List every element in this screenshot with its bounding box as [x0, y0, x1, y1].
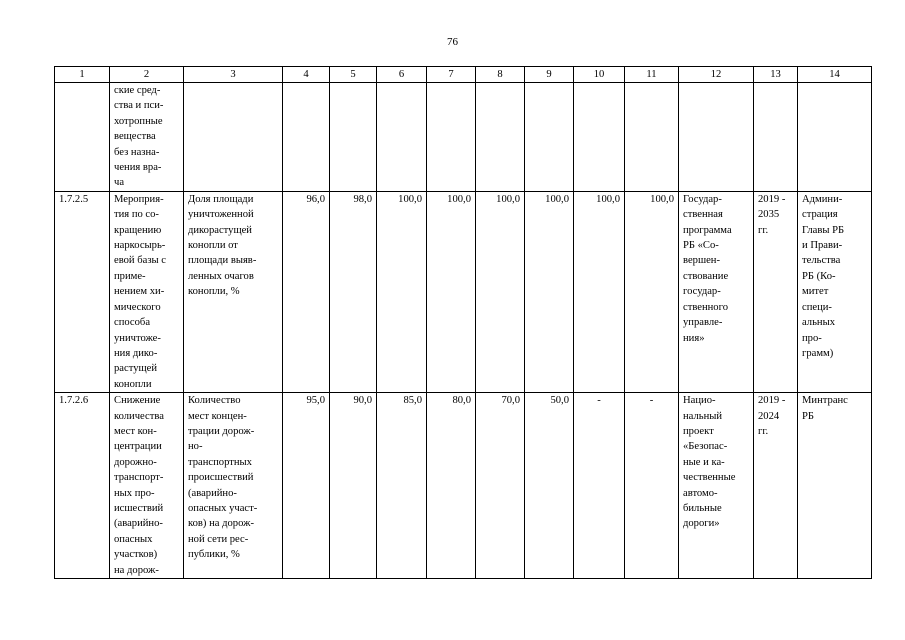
value-cell: 98,0 [330, 191, 377, 392]
column-number: 7 [427, 67, 476, 83]
value-cell: 100,0 [427, 191, 476, 392]
measure-cell: ские сред- ства и пси- хотропные вещества без назна- чения вра- ча [110, 83, 184, 192]
column-number: 6 [377, 67, 427, 83]
column-number: 2 [110, 67, 184, 83]
value-cell [574, 83, 625, 192]
value-cell: 100,0 [377, 191, 427, 392]
value-cell: - [574, 393, 625, 579]
value-cell [427, 83, 476, 192]
executor-cell: Минтранс РБ [798, 393, 872, 579]
indicator-cell [184, 83, 283, 192]
table-row [55, 83, 872, 192]
program-cell: Государ- ственная программа РБ «Со- вершен- ствование государ- ственного управле- ния» [679, 191, 754, 392]
value-cell: 85,0 [377, 393, 427, 579]
row-code [55, 83, 110, 192]
executor-cell [798, 83, 872, 192]
table-row [55, 191, 872, 392]
value-cell: 95,0 [283, 393, 330, 579]
column-number: 4 [283, 67, 330, 83]
page-number: 76 [447, 36, 458, 48]
value-cell: 100,0 [574, 191, 625, 392]
column-number: 12 [679, 67, 754, 83]
measure-cell: Снижение количества мест кон- центрации дорожно- транспорт- ных про- исшествий (аварийно- опасных участков) на дорож- [110, 393, 184, 579]
column-number: 3 [184, 67, 283, 83]
period-cell: 2019 - 2035 гг. [754, 191, 798, 392]
value-cell [525, 83, 574, 192]
table-row [55, 393, 872, 579]
value-cell [625, 83, 679, 192]
value-cell: 100,0 [525, 191, 574, 392]
column-number: 9 [525, 67, 574, 83]
period-cell [754, 83, 798, 192]
period-cell: 2019 - 2024 гг. [754, 393, 798, 579]
value-cell: 80,0 [427, 393, 476, 579]
column-number: 1 [55, 67, 110, 83]
column-number: 13 [754, 67, 798, 83]
indicator-cell: Количество мест концен- трации дорож- но- транспортных происшествий (аварийно- опасных участ- ков) на дорож- ной сети рес- публики, % [184, 393, 283, 579]
column-number: 11 [625, 67, 679, 83]
column-number: 5 [330, 67, 377, 83]
value-cell [476, 83, 525, 192]
indicator-cell: Доля площади уничтоженной дикорастущей конопли от площади выяв- ленных очагов конопли, % [184, 191, 283, 392]
value-cell [283, 83, 330, 192]
value-cell: 96,0 [283, 191, 330, 392]
column-number: 14 [798, 67, 872, 83]
value-cell: - [625, 393, 679, 579]
value-cell: 90,0 [330, 393, 377, 579]
value-cell: 100,0 [476, 191, 525, 392]
measure-cell: Мероприя- тия по со- кращению наркосырь- евой базы с приме- нением хи- мического способа уничтоже- ния дико- растущей конопли [110, 191, 184, 392]
row-code: 1.7.2.6 [55, 393, 110, 579]
program-cell: Нацио- нальный проект «Безопас- ные и ка- чественные автомо- бильные дороги» [679, 393, 754, 579]
value-cell: 70,0 [476, 393, 525, 579]
row-code: 1.7.2.5 [55, 191, 110, 392]
column-number: 10 [574, 67, 625, 83]
program-cell [679, 83, 754, 192]
value-cell [330, 83, 377, 192]
column-number: 8 [476, 67, 525, 83]
value-cell: 100,0 [625, 191, 679, 392]
program-table [54, 66, 872, 579]
value-cell [377, 83, 427, 192]
executor-cell: Админи- страция Главы РБ и Прави- тельства РБ (Ко- митет специ- альных про- грамм) [798, 191, 872, 392]
column-number-row [55, 67, 872, 83]
value-cell: 50,0 [525, 393, 574, 579]
